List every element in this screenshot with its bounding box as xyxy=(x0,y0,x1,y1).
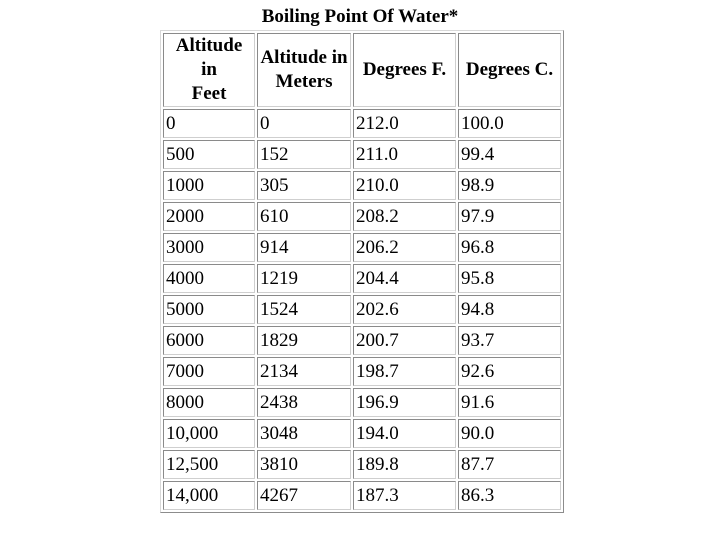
cell-altitude-feet: 14,000 xyxy=(163,481,255,510)
table-row xyxy=(163,481,561,510)
cell-altitude-meters: 3048 xyxy=(257,419,351,448)
cell-degrees-f: 204.4 xyxy=(353,264,456,293)
cell-degrees-f: 187.3 xyxy=(353,481,456,510)
cell-degrees-c: 86.3 xyxy=(458,481,561,510)
cell-degrees-f: 196.9 xyxy=(353,388,456,417)
table-row xyxy=(163,295,561,324)
cell-degrees-f: 208.2 xyxy=(353,202,456,231)
cell-altitude-meters: 2134 xyxy=(257,357,351,386)
cell-degrees-f: 212.0 xyxy=(353,109,456,138)
cell-degrees-f: 210.0 xyxy=(353,171,456,200)
table-row xyxy=(163,357,561,386)
table-row xyxy=(163,264,561,293)
cell-altitude-meters: 305 xyxy=(257,171,351,200)
boiling-point-table xyxy=(160,30,564,513)
cell-altitude-feet: 12,500 xyxy=(163,450,255,479)
cell-altitude-meters: 914 xyxy=(257,233,351,262)
cell-altitude-meters: 610 xyxy=(257,202,351,231)
cell-degrees-c: 91.6 xyxy=(458,388,561,417)
cell-degrees-c: 100.0 xyxy=(458,109,561,138)
cell-altitude-meters: 4267 xyxy=(257,481,351,510)
table-title: Boiling Point Of Water* xyxy=(261,6,459,27)
cell-degrees-c: 94.8 xyxy=(458,295,561,324)
table-row xyxy=(163,388,561,417)
table-row xyxy=(163,202,561,231)
column-header-altitude-feet xyxy=(163,33,255,107)
column-header-degrees-f: Degrees F. xyxy=(353,33,456,107)
table-row xyxy=(163,109,561,138)
cell-altitude-feet: 500 xyxy=(163,140,255,169)
cell-degrees-c: 90.0 xyxy=(458,419,561,448)
cell-degrees-c: 96.8 xyxy=(458,233,561,262)
table-row xyxy=(163,140,561,169)
cell-altitude-meters: 1524 xyxy=(257,295,351,324)
cell-degrees-c: 95.8 xyxy=(458,264,561,293)
cell-altitude-meters: 152 xyxy=(257,140,351,169)
header-row xyxy=(163,33,561,107)
cell-altitude-meters: 3810 xyxy=(257,450,351,479)
cell-degrees-f: 211.0 xyxy=(353,140,456,169)
cell-altitude-feet: 1000 xyxy=(163,171,255,200)
cell-degrees-f: 200.7 xyxy=(353,326,456,355)
column-header-line: Altitude in xyxy=(260,47,348,68)
table-row xyxy=(163,233,561,262)
cell-altitude-meters: 1829 xyxy=(257,326,351,355)
cell-degrees-c: 99.4 xyxy=(458,140,561,169)
cell-altitude-feet: 3000 xyxy=(163,233,255,262)
table-row xyxy=(163,419,561,448)
cell-degrees-c: 98.9 xyxy=(458,171,561,200)
cell-altitude-feet: 10,000 xyxy=(163,419,255,448)
column-header-degrees-c: Degrees C. xyxy=(458,33,561,107)
cell-degrees-f: 198.7 xyxy=(353,357,456,386)
cell-degrees-f: 189.8 xyxy=(353,450,456,479)
cell-altitude-feet: 6000 xyxy=(163,326,255,355)
cell-altitude-meters: 0 xyxy=(257,109,351,138)
cell-altitude-feet: 2000 xyxy=(163,202,255,231)
cell-altitude-meters: 2438 xyxy=(257,388,351,417)
table-row xyxy=(163,326,561,355)
cell-degrees-f: 206.2 xyxy=(353,233,456,262)
column-header-altitude-meters xyxy=(257,33,351,107)
cell-altitude-feet: 7000 xyxy=(163,357,255,386)
cell-degrees-c: 93.7 xyxy=(458,326,561,355)
cell-altitude-feet: 5000 xyxy=(163,295,255,324)
cell-degrees-c: 97.9 xyxy=(458,202,561,231)
cell-altitude-feet: 8000 xyxy=(163,388,255,417)
table-row xyxy=(163,450,561,479)
column-header-line: Feet xyxy=(191,83,227,104)
cell-altitude-feet: 4000 xyxy=(163,264,255,293)
column-header-line: Meters xyxy=(275,71,333,92)
cell-degrees-c: 92.6 xyxy=(458,357,561,386)
table-row xyxy=(163,171,561,200)
cell-altitude-feet: 0 xyxy=(163,109,255,138)
cell-altitude-meters: 1219 xyxy=(257,264,351,293)
table-body xyxy=(163,109,561,510)
cell-degrees-c: 87.7 xyxy=(458,450,561,479)
column-header-line: Altitude in xyxy=(175,35,243,80)
cell-degrees-f: 194.0 xyxy=(353,419,456,448)
cell-degrees-f: 202.6 xyxy=(353,295,456,324)
